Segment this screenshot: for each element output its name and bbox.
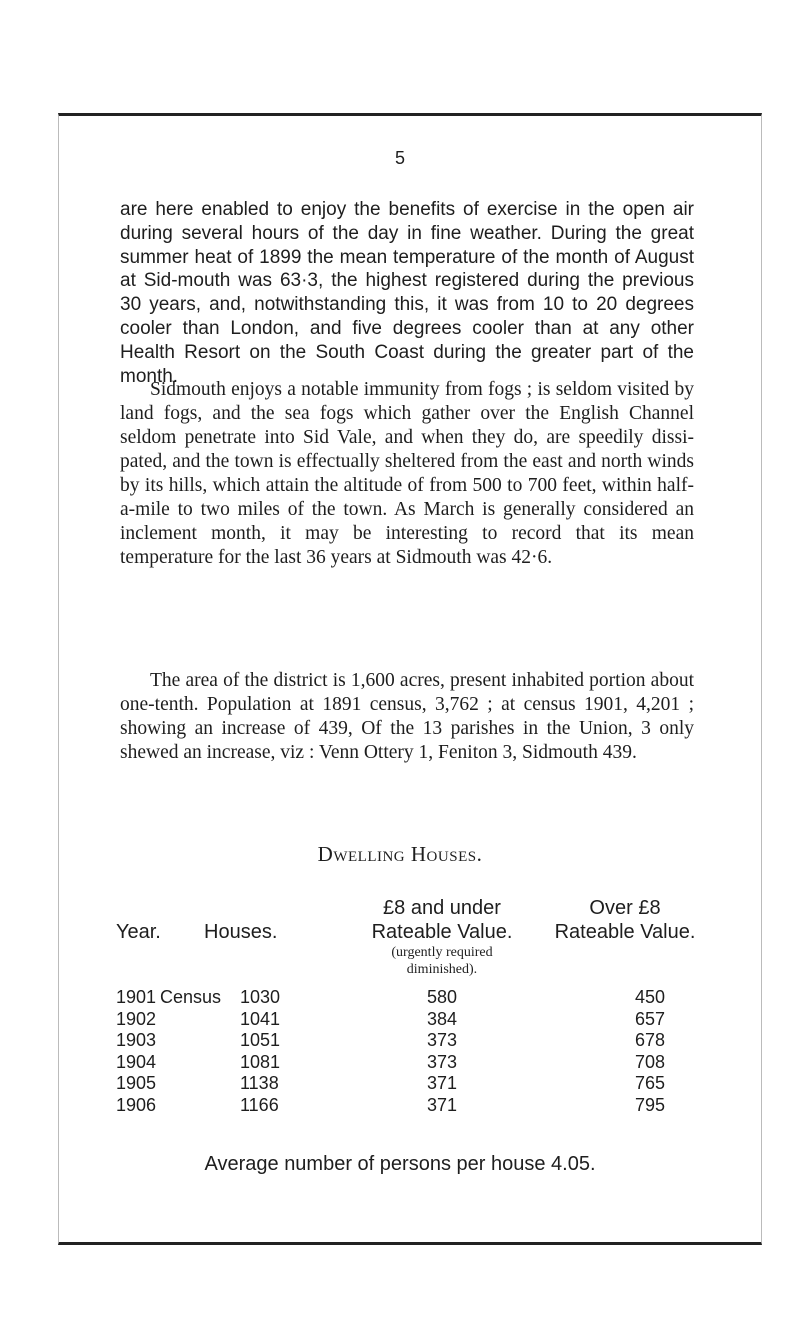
table-row [112, 987, 712, 1009]
header-under-note2: diminished). [406, 962, 478, 977]
paragraph-population: The area of the district is 1,600 acres, present inhabited portion about one-tenth. Population at 1891 census, 3,762 ; at census 1901, 4,201 ; showing an increase of 439, Of the 13 parishes in the Union, 3 only shewed an increase, viz : Venn Ottery 1, Feniton 3, Sidmouth 439. [120, 670, 694, 763]
header-houses: Houses. [204, 921, 278, 943]
header-over-line2: Rateable Value. [554, 921, 696, 943]
table-row [112, 1009, 712, 1031]
header-under-8 [322, 896, 562, 978]
header-year: Year. [116, 921, 161, 943]
cell-houses: 1051 [240, 1030, 281, 1050]
cell-houses: 1081 [240, 1051, 281, 1072]
table-row [112, 1052, 712, 1074]
cell-under: 384 [426, 1008, 458, 1029]
table-body [112, 987, 712, 1116]
average-persons-note: Average number of persons per house 4.05. [204, 1153, 596, 1175]
cell-houses: 1041 [240, 1008, 281, 1029]
cell-over: 450 [634, 987, 666, 1007]
cell-label: Census [160, 987, 222, 1007]
cell-year: 1901 [116, 987, 157, 1007]
header-over-line1: Over £8 [589, 897, 661, 919]
table-title: Dwelling Houses. [317, 842, 483, 866]
cell-under: 580 [426, 987, 458, 1007]
header-over-8 [532, 896, 718, 944]
cell-over: 708 [634, 1051, 666, 1072]
header-under-line1: £8 and under [383, 897, 501, 919]
header-under-note1: (urgently required [391, 945, 493, 960]
cell-year: 1902 [116, 1008, 157, 1029]
cell-under: 371 [426, 1094, 458, 1115]
cell-under: 373 [426, 1051, 458, 1072]
cell-over: 765 [634, 1073, 666, 1093]
header-under-line2: Rateable Value. [371, 921, 513, 943]
cell-under: 373 [426, 1030, 458, 1050]
cell-over: 657 [634, 1008, 666, 1029]
cell-houses: 1138 [240, 1073, 279, 1093]
paragraph-climate: are here enabled to enjoy the benefits of exercise in the open air during several hours of the day in fine weather. During the great summer heat of 1899 the mean temperature of the month of August at Sid-mouth was 63·3, the highest registered during the previous 30 years, and, notwithstanding this, it was from 10 to 20 degrees cooler than London, and five degrees cooler than at any other Health Resort on the South Coast during the greater part of the month. [120, 199, 694, 387]
table-row [112, 1095, 712, 1117]
cell-houses: 1166 [240, 1094, 279, 1115]
table-row [112, 1073, 712, 1095]
cell-year: 1904 [116, 1051, 157, 1072]
cell-under: 371 [426, 1073, 458, 1093]
cell-over: 678 [634, 1030, 666, 1050]
cell-year: 1905 [116, 1073, 157, 1093]
table-row [112, 1030, 712, 1052]
table-header [112, 896, 712, 976]
cell-houses: 1030 [240, 987, 281, 1007]
cell-year: 1903 [116, 1030, 157, 1050]
cell-year: 1906 [116, 1094, 157, 1115]
paragraph-fogs: Sidmouth enjoys a notable immunity from fogs ; is seldom visited by land fogs, and the sea fogs which gather over the English Channel seldom penetrate into Sid Vale, and when they do, are speedily dissi-pated, and the town is effectually sheltered from the east and north winds by its hills, which attain the altitude of from 500 to 700 feet, within half-a-mile to two miles of the town. As March is generally considered an inclement month, it may be interesting to record that its mean temperature for the last 36 years at Sidmouth was 42·6. [120, 379, 694, 568]
cell-over: 795 [634, 1094, 666, 1115]
page-number: 5 [394, 148, 405, 168]
